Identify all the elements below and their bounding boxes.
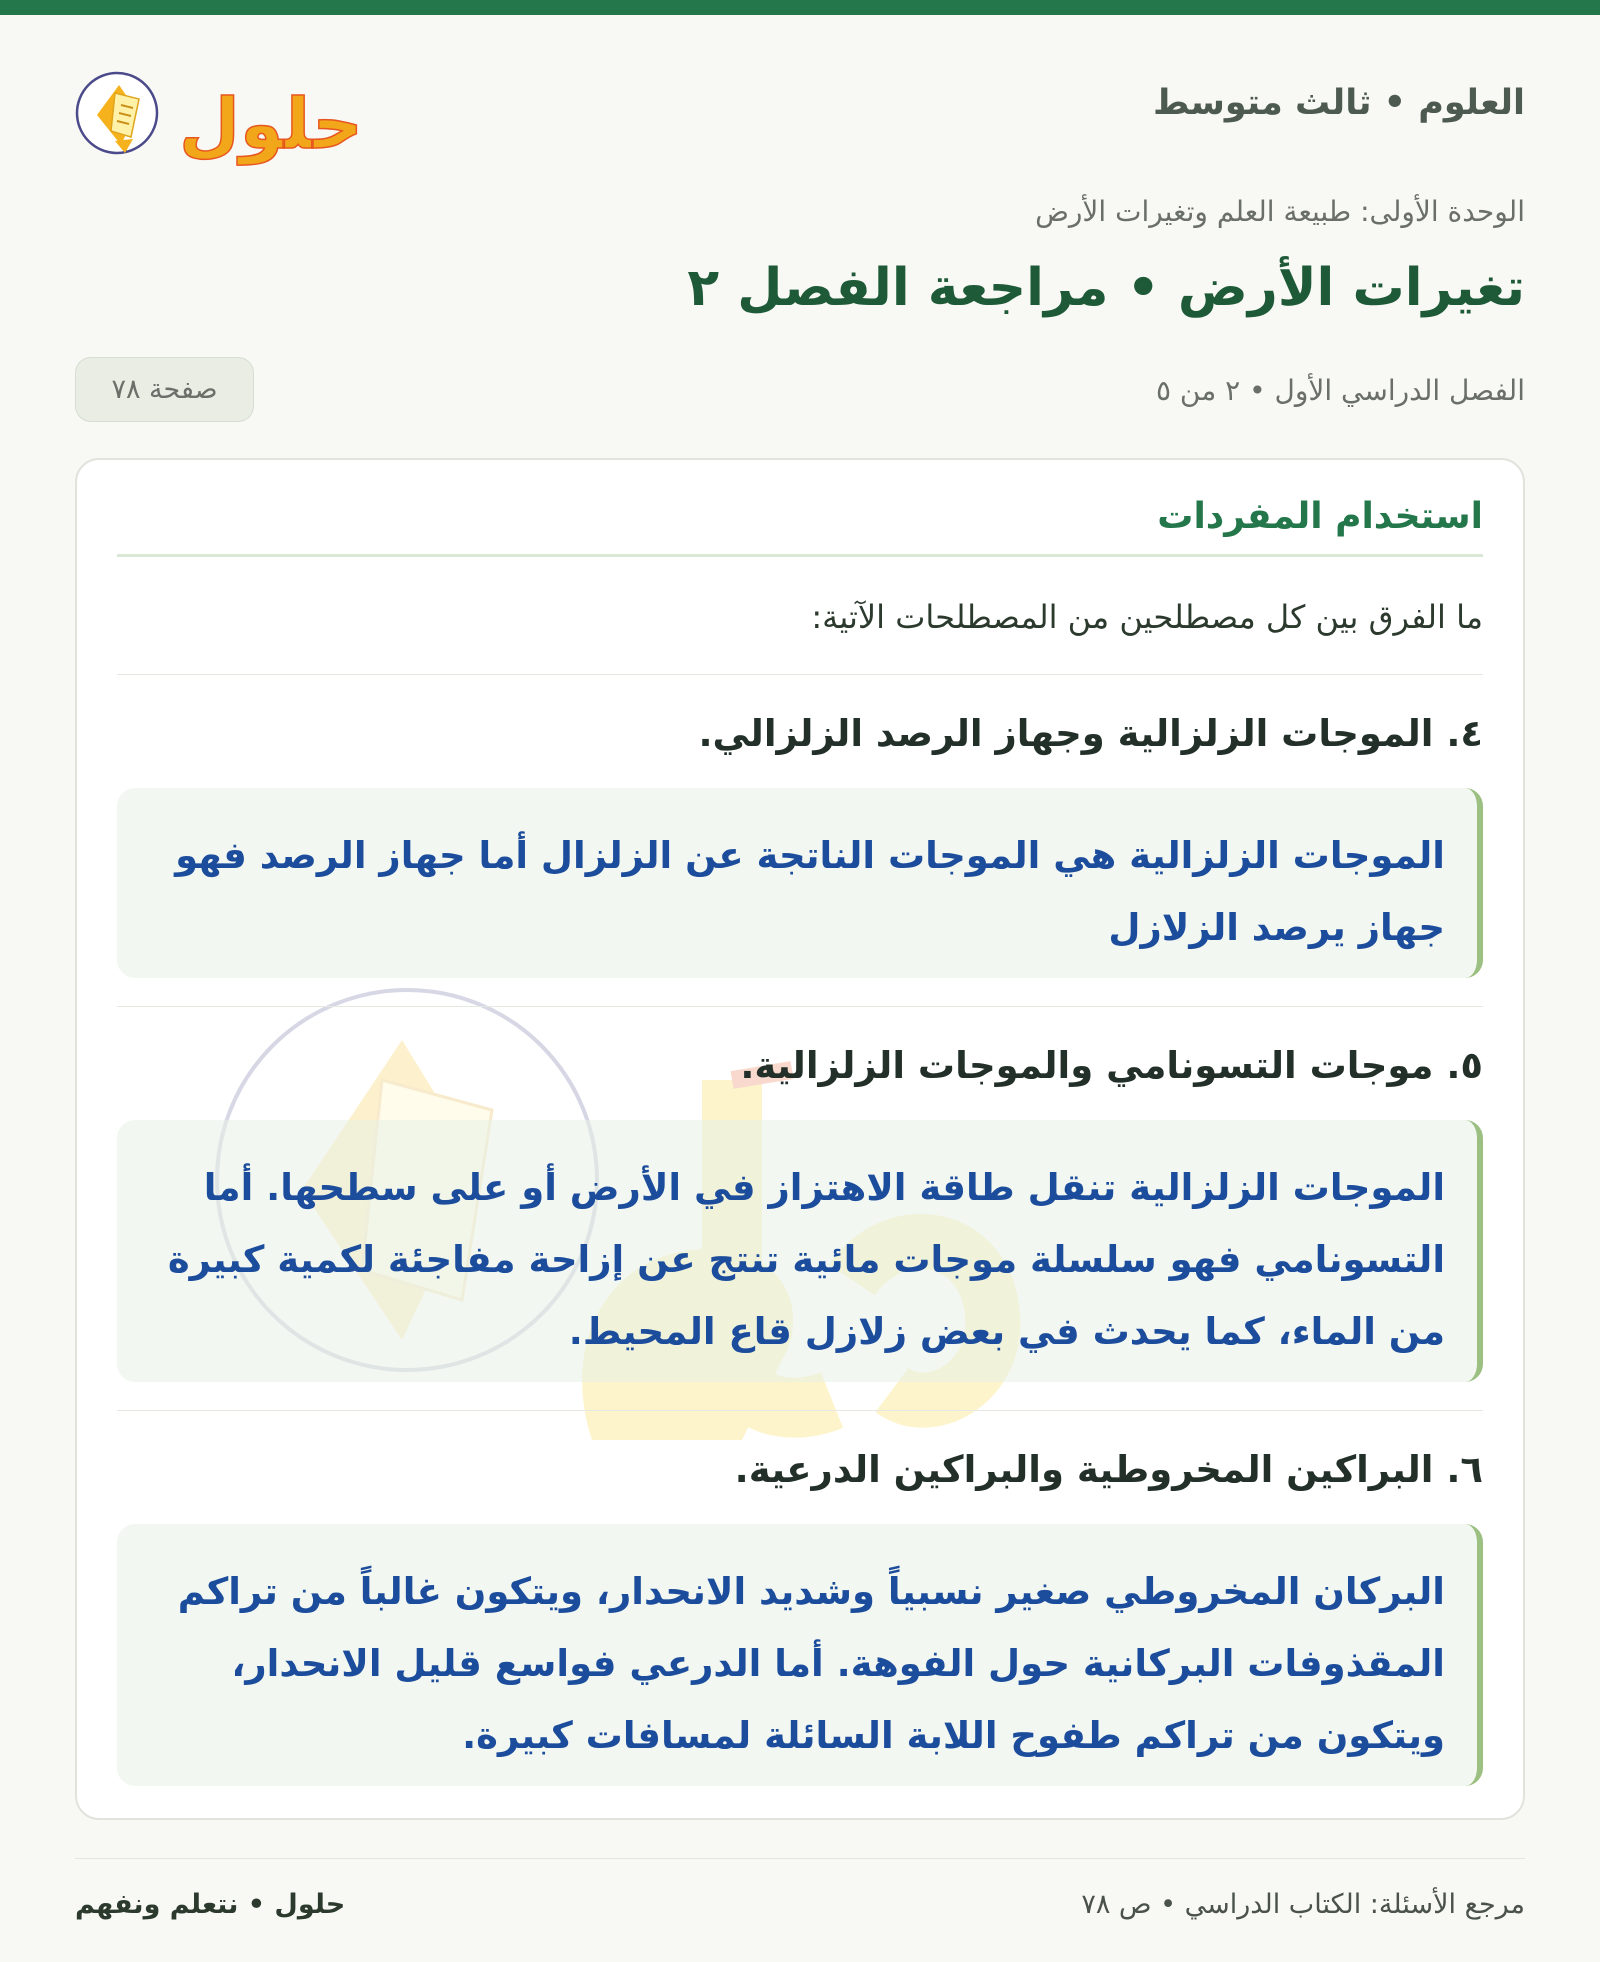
section-intro: ما الفرق بين كل مصطلحين من المصطلحات الآتية: <box>811 598 1483 636</box>
book-icon <box>75 53 375 173</box>
page-title: تغيرات الأرض • مراجعة الفصل ٢ <box>687 258 1525 318</box>
footer-brand: حلول • نتعلم ونفهم <box>75 1889 346 1920</box>
subject-title: العلوم • ثالث متوسط <box>1153 83 1525 123</box>
question-5: ٥. موجات التسونامي والموجات الزلزالية. <box>740 1044 1483 1087</box>
divider <box>117 1006 1483 1007</box>
footer-reference: مرجع الأسئلة: الكتاب الدراسي • ص ٧٨ <box>1081 1889 1525 1920</box>
logo-text: حلول <box>179 83 363 165</box>
top-accent-bar <box>0 0 1600 15</box>
footer-divider <box>75 1858 1525 1859</box>
question-6: ٦. البراكين المخروطية والبراكين الدرعية. <box>734 1448 1483 1491</box>
answer-5: الموجات الزلزالية تنقل طاقة الاهتزاز في الأرض أو على سطحها. أما التسونامي فهو سلسلة موجات مائية تنتج عن إزاحة مفاجئة لكمية كبيرة من الماء، كما يحدث في بعض زلازل قاع المحيط. <box>117 1120 1483 1382</box>
answer-4: الموجات الزلزالية هي الموجات الناتجة عن الزلزال أما جهاز الرصد فهو جهاز يرصد الزلازل <box>117 788 1483 978</box>
hulul-logo[interactable] <box>75 53 375 173</box>
answer-6: البركان المخروطي صغير نسبياً وشديد الانحدار، ويتكون غالباً من تراكم المقذوفات البركانية حول الفوهة. أما الدرعي فواسع قليل الانحدار، ويتكون من تراكم طفوح اللابة السائلة لمسافات كبيرة. <box>117 1524 1483 1786</box>
section-title-divider <box>117 554 1483 557</box>
unit-label: الوحدة الأولى: طبيعة العلم وتغيرات الأرض <box>1035 195 1525 228</box>
question-4: ٤. الموجات الزلزالية وجهاز الرصد الزلزالي. <box>698 712 1483 755</box>
term-label: الفصل الدراسي الأول • ٢ من ٥ <box>1155 374 1525 407</box>
brand-header <box>75 15 1525 200</box>
divider <box>117 1410 1483 1411</box>
section-title: استخدام المفردات <box>1157 496 1483 537</box>
page-badge: صفحة ٧٨ <box>75 357 254 422</box>
vocabulary-card <box>75 458 1525 1820</box>
divider <box>117 674 1483 675</box>
